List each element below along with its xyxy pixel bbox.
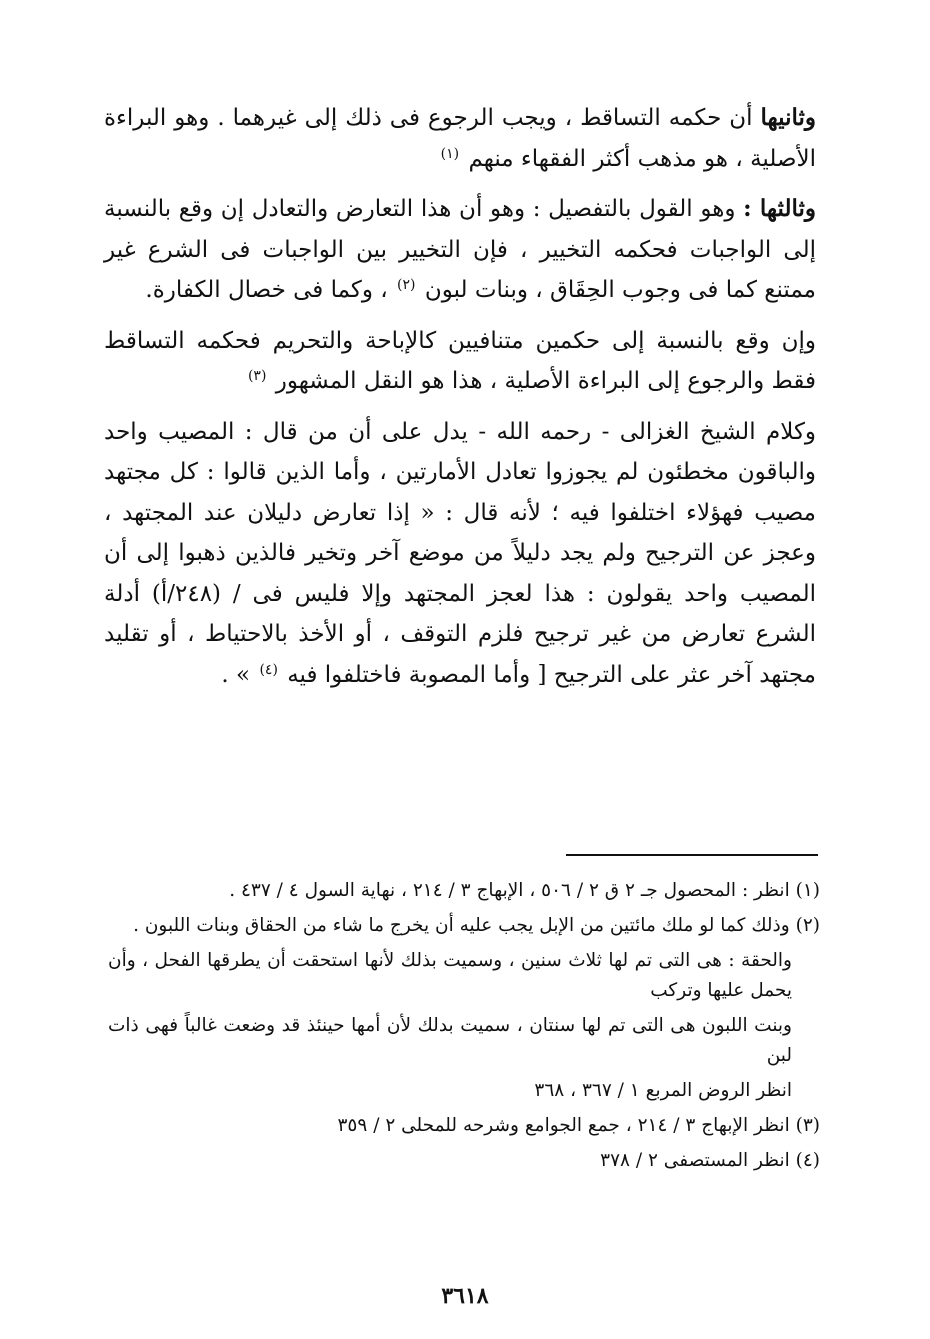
footnote-2 xyxy=(108,911,820,941)
footnotes xyxy=(108,876,820,1181)
paragraph-text: أن حكمه التساقط ، ويجب الرجوع فى ذلك إلى غيرهما . وهو البراءة الأصلية ، هو مذهب أكثر الفقهاء منهم xyxy=(104,105,816,172)
footnote-number: (٤) xyxy=(795,1150,820,1171)
footnote-2-hiqqa xyxy=(108,946,820,1006)
paragraph-tail: ، وكما فى خصال الكفارة. xyxy=(145,277,396,303)
footnote-text: والحقة : هى التى تم لها ثلاث سنين ، وسميت بذلك لأنها استحقت أن يطرقها الفحل ، وأن يحمل عليها وتركب xyxy=(108,950,792,1001)
paragraph-lead: وثالثها : xyxy=(743,195,816,222)
paragraph-text: وإن وقع بالنسبة إلى حكمين متنافيين كالإباحة والتحريم فحكمه التساقط فقط والرجوع إلى البراءة الأصلية ، هذا هو النقل المشهور xyxy=(104,327,816,394)
footnote-2-bint-labun xyxy=(108,1011,820,1071)
footnote-3 xyxy=(108,1111,820,1141)
paragraph-3 xyxy=(104,321,816,402)
footnote-4 xyxy=(108,1146,820,1176)
footnote-ref: (٣) xyxy=(247,368,267,384)
paragraph-lead: وثانيها xyxy=(760,104,816,131)
footnote-number: (١) xyxy=(795,880,820,901)
footnote-number: (٣) xyxy=(795,1115,820,1136)
footnote-text: انظر المستصفى ٢ / ٣٧٨ xyxy=(600,1150,790,1171)
paragraph-text: وكلام الشيخ الغزالى - رحمه الله - يدل على أن من قال : المصيب واحد والباقون مخطئون لم يجوزوا تعادل الأمارتين ، وأما الذين قالوا : كل مجتهد مصيب فهؤلاء اختلفوا فيه ؛ لأنه قال : « إذا تعارض دليلان عند المجتهد ، وعجز عن الترجيح ولم يجد دليلاً من موضع آخر وتخير فالذين ذهبوا إلى أن المصيب واحد يقولون : هذا لعجز المجتهد وإلا فليس فى / (٢٤٨/أ) أدلة الشرع تعارض من غير ترجيح فلزم التوقف ، أو الأخذ بالاحتياط ، أو تقليد مجتهد آخر عثر على الترجيح [ وأما المصوبة فاختلفوا فيه xyxy=(104,418,816,688)
paragraph-1 xyxy=(104,98,816,179)
footnote-text: وبنت اللبون هى التى تم لها سنتان ، سميت بدلك لأن أمها حينئذ قد وضعت غالباً فهى ذات لبن xyxy=(108,1015,792,1066)
footnote-text: انظر الروض المربع ١ / ٣٦٧ ، ٣٦٨ xyxy=(534,1080,792,1101)
main-text xyxy=(104,98,816,695)
footnote-number: (٢) xyxy=(795,915,820,936)
footnote-text: انظر : المحصول جـ ٢ ق ٢ / ٥٠٦ ، الإبهاج ٣ / ٢١٤ ، نهاية السول ٤ / ٤٣٧ . xyxy=(229,880,790,901)
footnote-2-source xyxy=(108,1076,820,1106)
footnote-ref: (٢) xyxy=(397,277,416,293)
page-number: ٣٦١٨ xyxy=(441,1283,489,1309)
footnote-ref: (٤) xyxy=(259,661,278,678)
footnote-text: انظر الإبهاج ٣ / ٢١٤ ، جمع الجوامع وشرحه للمحلى ٢ / ٣٥٩ xyxy=(337,1115,790,1136)
footnote-ref: (١) xyxy=(440,145,460,162)
footnote-separator xyxy=(566,854,818,856)
paragraph-text: وهو القول بالتفصيل : وهو أن هذا التعارض والتعادل إن وقع بالنسبة إلى الواجبات فحكمه التخيير ، فإن التخيير بين الواجبات فى الشرع غير ممتنع كما فى وجوب الحِقَاق ، وبنات لبون xyxy=(104,196,816,303)
paragraph-2 xyxy=(104,189,816,311)
footnote-1 xyxy=(108,876,820,906)
paragraph-4 xyxy=(104,412,816,696)
paragraph-tail: » . xyxy=(221,661,258,688)
footnote-text: وذلك كما لو ملك مائتين من الإبل يجب عليه أن يخرج ما شاء من الحقاق وبنات اللبون . xyxy=(133,915,790,936)
